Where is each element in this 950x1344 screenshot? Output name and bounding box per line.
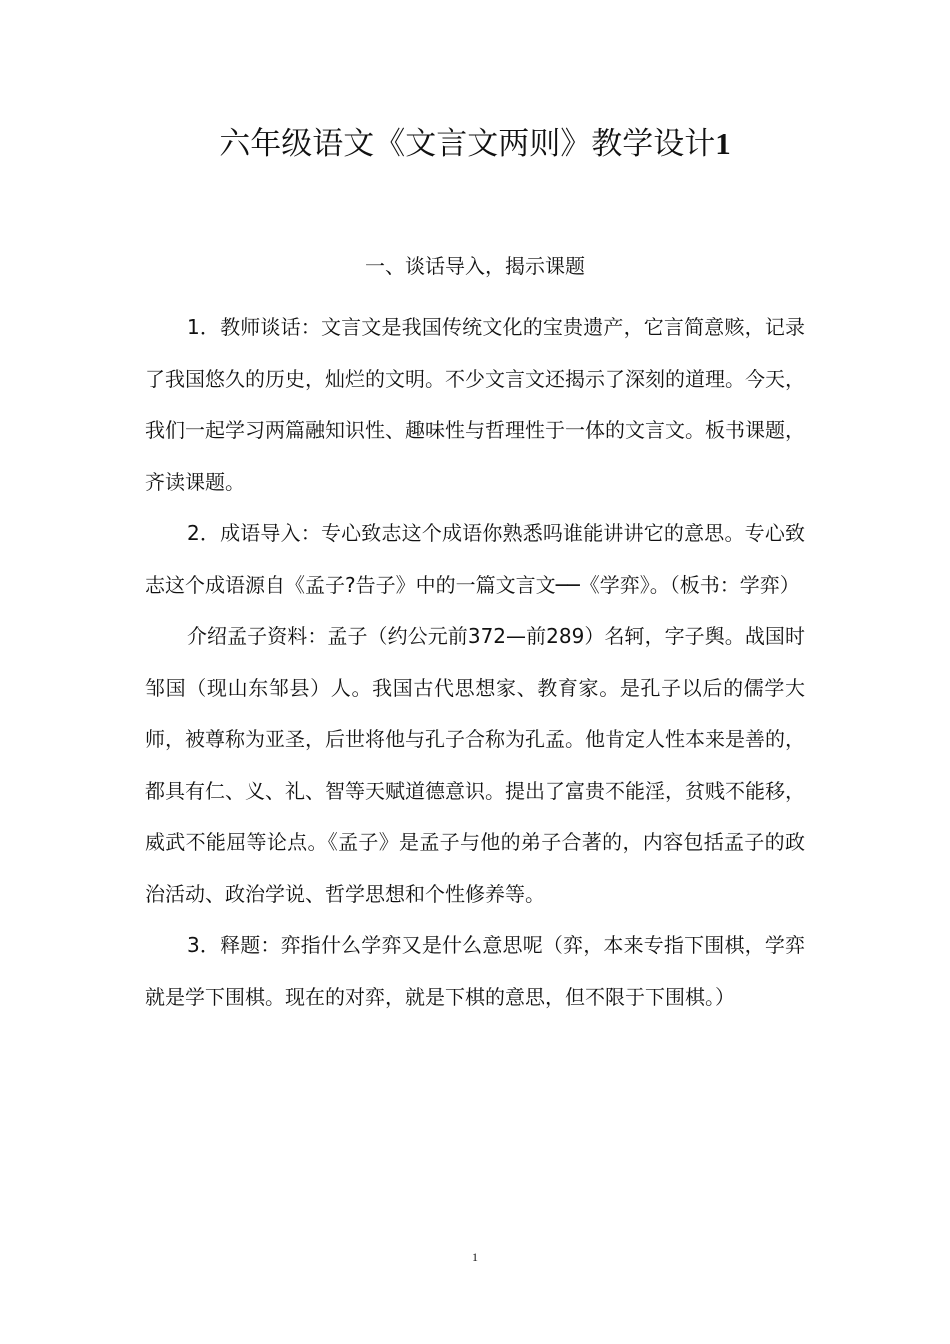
title-number: 1 xyxy=(715,126,731,161)
paragraph-mencius-info: 介绍孟子资料：孟子（约公元前372—前289）名轲，字子舆。战国时邹国（现山东邹县）人。我国古代思想家、教育家。是孔子以后的儒学大师，被尊称为亚圣，后世将他与孔子合称为孔孟。他肯定人性本来是善的，都具有仁、义、礼、智等天赋道德意识。提出了富贵不能淫，贫贱不能移，威武不能屈等论点。《孟子》是孟子与他的弟子合著的，内容包括孟子的政治活动、政治学说、哲学思想和个性修养等。 xyxy=(145,624,805,906)
page-number: 1 xyxy=(472,1250,478,1264)
title-text: 六年级语文《文言文两则》教学设计 xyxy=(219,126,716,162)
section-heading: 一、谈话导入，揭示课题 xyxy=(365,254,585,278)
document-title xyxy=(0,122,950,166)
paragraph-idiom-intro: 2．成语导入：专心致志这个成语你熟悉吗谁能讲讲它的意思。专心致志这个成语源自《孟子?告子》中的一篇文言文──《学弈》。（板书：学弈） xyxy=(145,521,805,597)
body-text xyxy=(145,302,805,1023)
paragraph-title-explanation: 3．释题：弈指什么学弈又是什么意思呢（弈，本来专指下围棋，学弈就是学下围棋。现在的对弈，就是下棋的意思，但不限于下围棋。） xyxy=(145,933,805,1009)
paragraph-teacher-talk: 1．教师谈话：文言文是我国传统文化的宝贵遗产，它言简意赅，记录了我国悠久的历史，灿烂的文明。不少文言文还揭示了深刻的道理。今天，我们一起学习两篇融知识性、趣味性与哲理性于一体的文言文。板书课题，齐读课题。 xyxy=(145,315,805,494)
